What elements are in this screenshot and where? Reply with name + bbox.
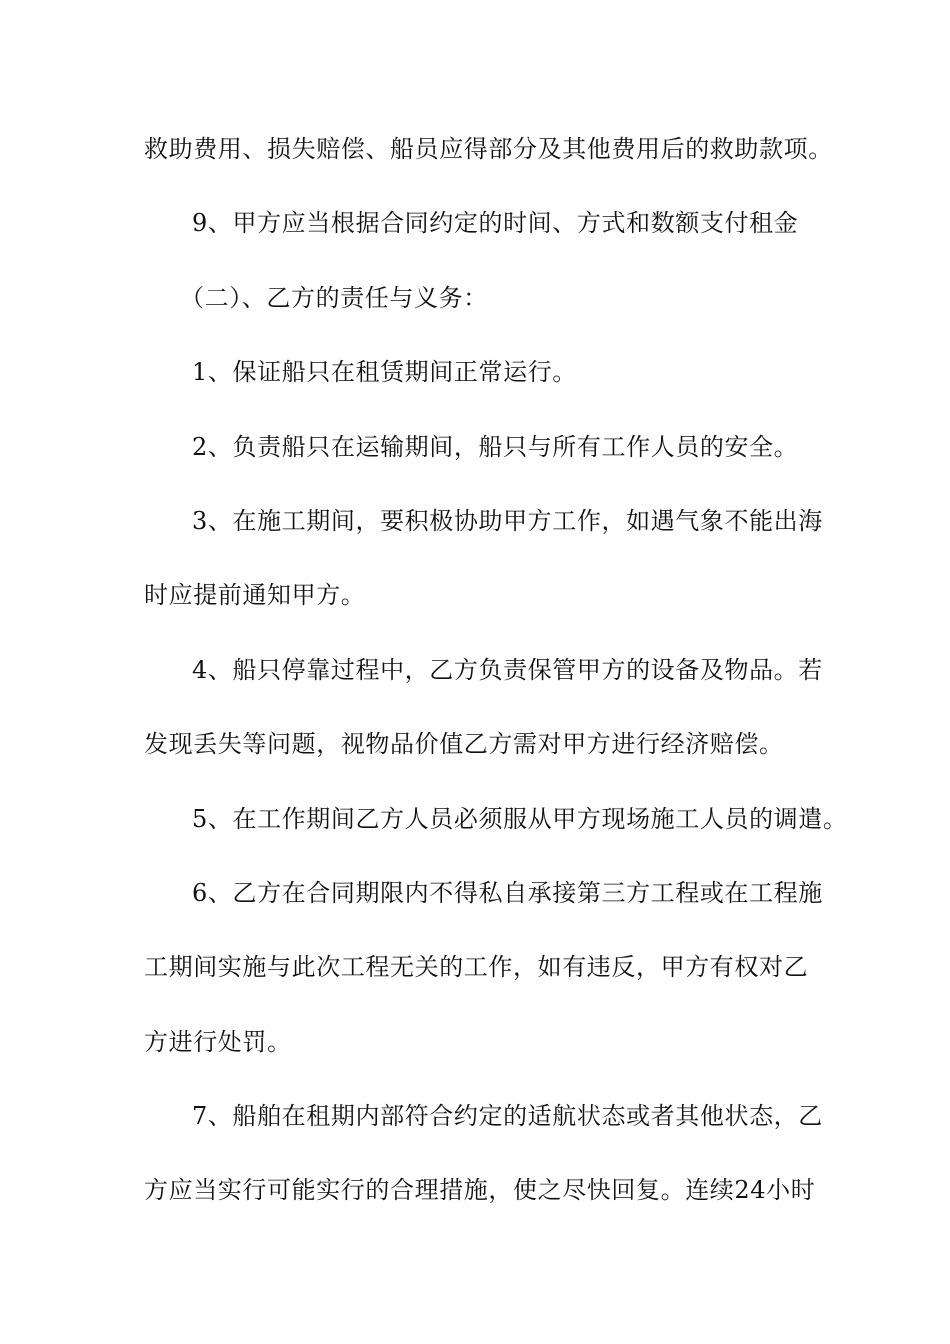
paragraph-line: 3、在施工期间，要积极协助甲方工作，如遇气象不能出海 — [192, 506, 823, 535]
paragraph-line: 7、船舶在租期内部符合约定的适航状态或者其他状态，乙 — [192, 1102, 823, 1131]
paragraph-line: 工期间实施与此次工程无关的工作，如有违反，甲方有权对乙 — [144, 953, 809, 982]
paragraph-line: 方进行处罚。 — [144, 1027, 292, 1056]
paragraph-line: 2、负责船只在运输期间，船只与所有工作人员的安全。 — [192, 432, 799, 461]
document-body — [144, 125, 848, 1241]
paragraph-line: 时应提前通知甲方。 — [144, 581, 366, 610]
paragraph-line: 5、在工作期间乙方人员必须服从甲方现场施工人员的调遣。 — [192, 804, 848, 833]
paragraph-line: 4、船只停靠过程中，乙方负责保管甲方的设备及物品。若 — [192, 655, 823, 684]
section-heading: （二）、乙方的责任与义务： — [180, 283, 488, 312]
paragraph-line: 9、甲方应当根据合同约定的时间、方式和数额支付租金 — [192, 209, 799, 238]
paragraph-line: 方应当实行可能实行的合理措施，使之尽快回复。连续24小时 — [144, 1176, 816, 1205]
paragraph-line: 发现丢失等问题，视物品价值乙方需对甲方进行经济赔偿。 — [144, 730, 784, 759]
paragraph-line: 6、乙方在合同期限内不得私自承接第三方工程或在工程施 — [192, 878, 823, 907]
paragraph-line: 救助费用、损失赔偿、船员应得部分及其他费用后的救助款项。 — [144, 135, 833, 163]
paragraph-line: 1、保证船只在租赁期间正常运行。 — [192, 358, 577, 387]
